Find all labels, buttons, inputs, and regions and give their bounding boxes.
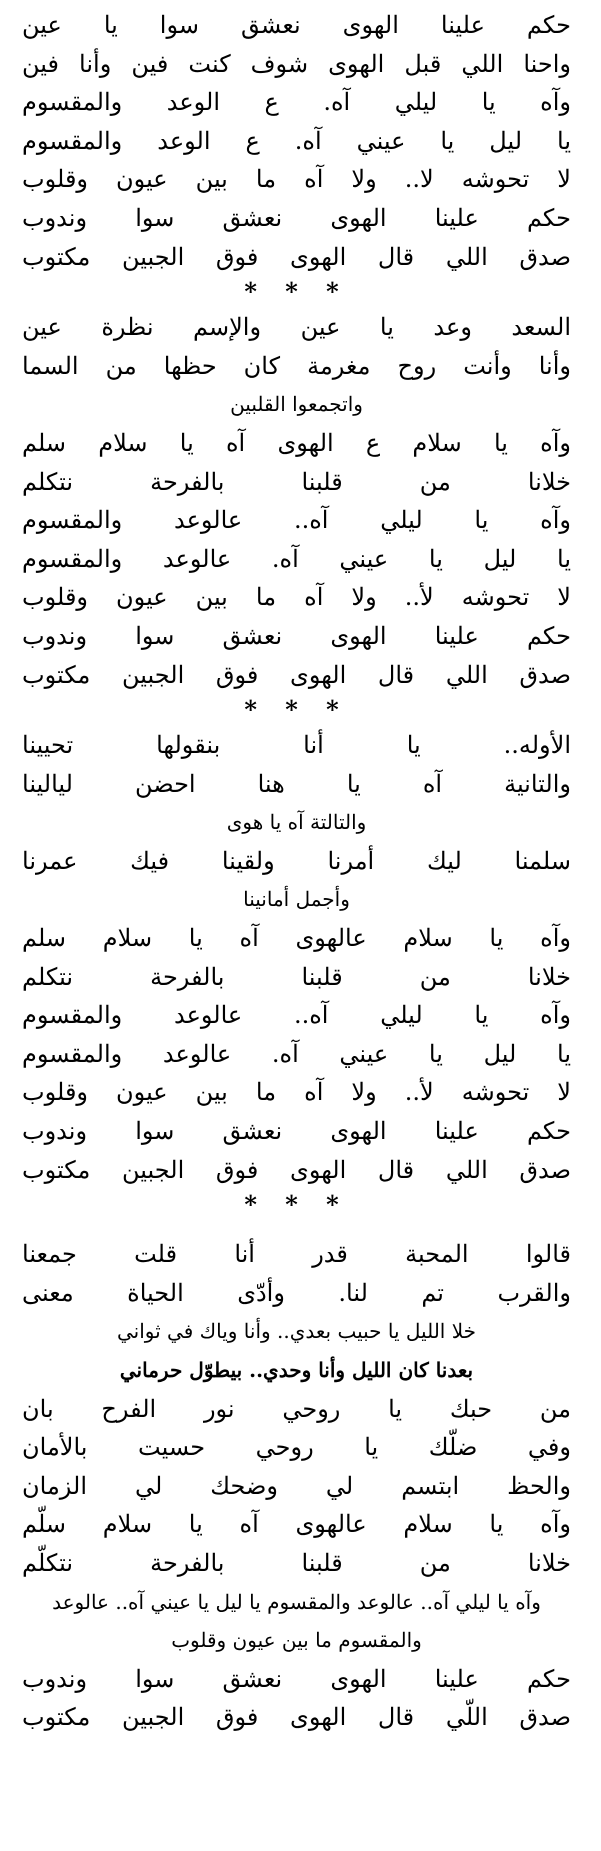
- lyric-line: يا ليل يا عيني آه. عالوعد والمقسوم: [22, 544, 571, 573]
- lyric-line: والتانية آه يا هنا احضن ليالينا: [22, 769, 571, 798]
- lyric-line: الأوله.. يا أنا بنقولها تحيينا: [22, 731, 571, 760]
- lyric-line: لا تحوشه لا.. ولا آه ما بين عيون وقلوب: [22, 165, 571, 194]
- lyric-line: خلانا من قلبنا بالفرحة نتكلم: [22, 467, 571, 496]
- lyric-line: صدق اللي قال الهوى فوق الجبين مكتوب: [22, 242, 571, 271]
- lyric-line: سلمنا ليك أمرنا ولقينا فيك عمرنا: [22, 846, 571, 875]
- lyric-line: والحظ ابتسم لي وضحك لي الزمان: [22, 1471, 571, 1500]
- spacer: [22, 1221, 571, 1235]
- lyric-line: حكم علينا الهوى نعشق سوا يا عين: [22, 11, 571, 39]
- lyric-line: حكم علينا الهوى نعشق سوا وندوب: [22, 203, 571, 232]
- section-divider: * * *: [244, 1190, 349, 1220]
- lyric-line: وأنا وأنت روح مغرمة كان حظها من السما: [22, 351, 571, 380]
- lyric-line: حكم علينا الهوى نعشق سوا وندوب: [22, 621, 571, 650]
- lyric-line: وآه يا سلام ع الهوى آه يا سلام سلم: [22, 428, 571, 457]
- section-divider: * * *: [244, 695, 349, 725]
- lyric-line-centered: والتالتة آه يا هوى: [226, 810, 367, 835]
- lyric-line-centered: واتجمعوا القلبين: [230, 392, 363, 417]
- lyric-line: لا تحوشه لأ.. ولا آه ما بين عيون وقلوب: [22, 1078, 571, 1107]
- lyric-line: والقرب تم لنا. وأدّى الحياة معنى: [22, 1278, 571, 1307]
- lyric-line: وآه يا ليلي آه.. عالوعد والمقسوم: [22, 506, 571, 535]
- lyric-line: صدق اللي قال الهوى فوق الجبين مكتوب: [22, 1155, 571, 1184]
- lyric-line-centered: خلا الليل يا حبيب بعدي.. وأنا وياك في ثواني: [116, 1319, 477, 1344]
- section-divider: * * *: [244, 277, 349, 307]
- lyric-line: حكم علينا الهوى نعشق سوا وندوب: [22, 1664, 571, 1693]
- lyric-line-centered: بعدنا كان الليل وأنا وحدي.. بيطوّل حرماني: [119, 1358, 474, 1382]
- lyric-line: خلانا من قلبنا بالفرحة نتكلّم: [22, 1548, 571, 1577]
- lyric-line-centered: والمقسوم ما بين عيون وقلوب: [171, 1628, 422, 1653]
- lyric-line: واحنا اللي قبل الهوى شوف كنت فين وأنا فين: [22, 49, 571, 78]
- lyric-line: قالوا المحبة قدر أنا قلت جمعنا: [22, 1240, 571, 1269]
- lyric-line: يا ليل يا عيني آه. ع الوعد والمقسوم: [22, 126, 571, 155]
- lyric-line: يا ليل يا عيني آه. عالوعد والمقسوم: [22, 1039, 571, 1068]
- lyric-line: صدق اللّي قال الهوى فوق الجبين مكتوب: [22, 1703, 571, 1732]
- lyric-line: وآه يا سلام عالهوى آه يا سلام سلم: [22, 924, 571, 953]
- lyric-line: السعد وعد يا عين والإسم نظرة عين: [22, 313, 571, 342]
- lyric-line: صدق اللي قال الهوى فوق الجبين مكتوب: [22, 660, 571, 689]
- lyric-line: حكم علينا الهوى نعشق سوا وندوب: [22, 1117, 571, 1146]
- lyric-line: خلانا من قلبنا بالفرحة نتكلم: [22, 962, 571, 991]
- lyric-line: من حبك يا روحي نور الفرح بان: [22, 1394, 571, 1423]
- lyric-line-centered: وأجمل أمانينا: [243, 887, 350, 912]
- lyric-line: وآه يا سلام عالهوى آه يا سلام سلّم: [22, 1510, 571, 1539]
- lyric-line: وفي ضلّك يا روحي حسيت بالأمان: [22, 1433, 571, 1462]
- lyric-line: لا تحوشه لأ.. ولا آه ما بين عيون وقلوب: [22, 583, 571, 612]
- song-lyrics: [22, 0, 571, 1851]
- lyric-line: وآه يا ليلي آه. ع الوعد والمقسوم: [22, 88, 571, 117]
- lyric-line: وآه يا ليلي آه.. عالوعد والمقسوم: [22, 1001, 571, 1030]
- lyric-line-centered: وآه يا ليلي آه.. عالوعد والمقسوم يا ليل يا عيني آه.. عالوعد: [52, 1589, 541, 1614]
